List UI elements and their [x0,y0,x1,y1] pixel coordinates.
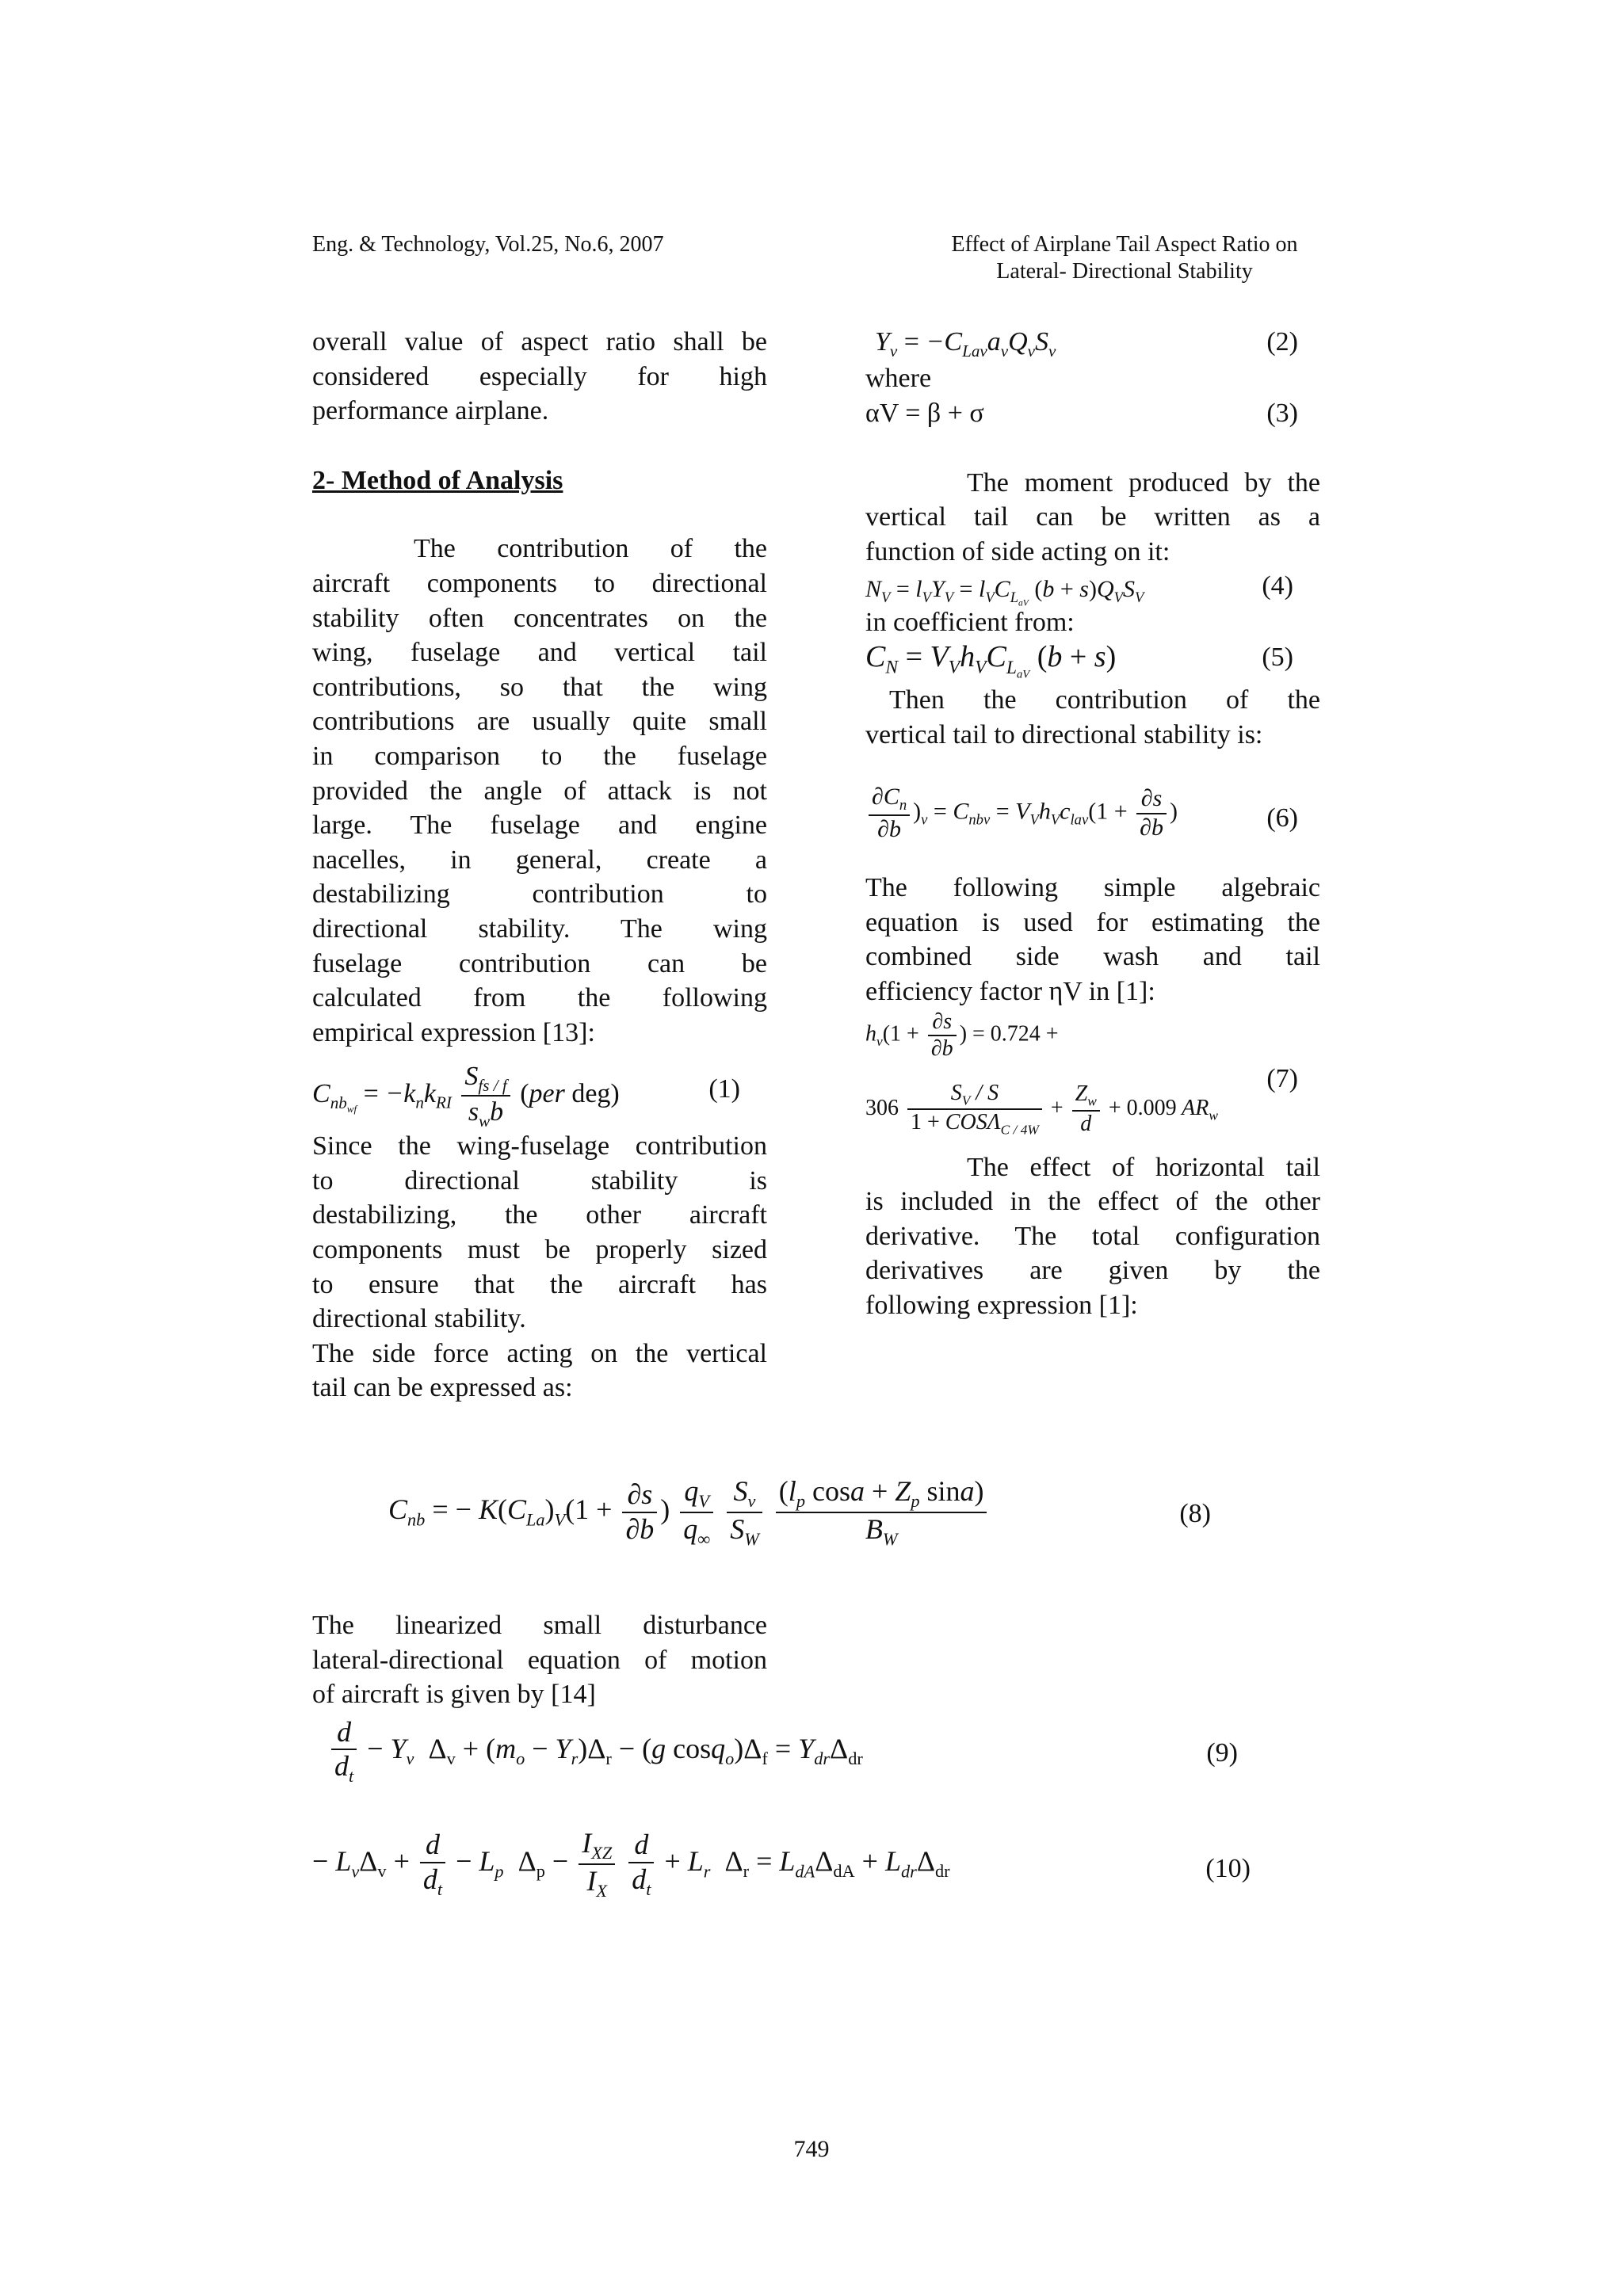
text-line: to directional stability is [312,1165,767,1196]
text-line: provided the angle of attack is not [312,776,767,806]
equation-6-number: (6) [1266,803,1298,833]
equation-9-body: $\frac{d}{d_t}$ − $Y_v$ $\Delta_v + (m_o - Y_r)\Delta_r - (g$ $\cos q_o)\Delta_f = Y_{dr}\Delta_{dr}$ [328,1716,863,1787]
sidewash-paragraph [865,871,1320,1009]
text-line: The moment produced by the [967,467,1320,498]
equation-9-fraction-derivative: $\frac{d}{d_t}$ [331,1716,357,1787]
text-line: vertical tail can be written as a [865,502,1320,532]
text-line: vertical tail to directional stability is: [865,719,1263,749]
text-line: performance airplane. [312,396,549,426]
equation-7-number: (7) [1266,1063,1298,1093]
text-line: Then the contribution of the [889,685,1320,715]
stability-paragraph [312,1129,767,1405]
equation-5 [865,640,1320,683]
equation-4 [865,569,1320,609]
equation-7-fraction-sidewash: $\frac{\partial s}{\partial b}$ [928,1009,957,1062]
equation-3 [865,396,1320,433]
text-line: directional stability. [312,1304,526,1334]
equation-8-number: (8) [1179,1499,1211,1528]
text-line: lateral-directional equation of motion [312,1645,767,1675]
text-line: derivative. The total configuration [865,1221,1320,1251]
left-column [312,325,767,1405]
equation-8-fraction-pressure: $\frac{q_V}{q_\infty}$ [680,1475,713,1550]
text-line: equation is used for estimating the [865,907,1320,937]
equation-8 [312,1475,1322,1570]
equation-2 [875,325,1320,361]
text-line: considered especially for high [312,361,767,391]
contribution-paragraph [865,683,1320,752]
running-header-title-line1: Effect of Airplane Tail Aspect Ratio on [951,232,1298,257]
equation-6-fraction-left: $\frac{\partial C_n}{\partial b}$ [869,784,910,843]
text-line: contributions are usually quite small [312,707,767,737]
equation-7-line1: $h_v(1$ + $\frac{\partial s}{\partial b}$ ) = 0.724 + [865,1009,1059,1061]
running-header-title [927,231,1322,285]
text-line: Since the wing-fuselage contribution [312,1131,767,1161]
text-line: derivatives are given by the [865,1256,1320,1286]
equation-4-body: $N_V = l_VY_V = l_VC_{L_{aV}}$ $(b + s)Q_VS_V$ [865,576,1144,609]
equation-7 [865,1009,1320,1146]
equation-1-fraction: $\frac{S_{fs / f}}{s_wb}$ [461,1061,510,1131]
text-line: function of side acting on it: [865,536,1170,566]
method-paragraph [312,532,767,1050]
text-line: The effect of horizontal tail [967,1152,1320,1182]
text-line: The linearized small disturbance [312,1611,767,1640]
text-line: directional stability. The wing [312,913,767,944]
text-line: to ensure that the aircraft has [312,1269,767,1299]
equation-10-body: − $L_v\Delta_v$ + $\frac{d}{d_t}$ − $L_p$ $\Delta_p$ − $\frac{I_{XZ}}{I_X}$ $\frac{d}{d_t}$ + $L_r$ $\Delta_r = L_{dA}\Delta_{dA} + L_{dr}\Delta_{dr}$ [312,1827,950,1901]
equation-2-body: $Y_v = -C_{Lav}a_vQ_vS_v$ [875,327,1056,360]
text-line: large. The fuselage and engine [312,810,767,841]
equation-7-line2: 306 $\frac{S_V / S}{1 + COS\Lambda_{C / 4W}}$ + $\frac{Z_w}{d}$ + 0.009 $AR_w$ [865,1080,1218,1138]
text-line: destabilizing contribution to [312,879,767,910]
equation-10-fraction-derivative-1: $\frac{d}{d_t}$ [420,1829,445,1899]
text-line: destabilizing, the other aircraft [312,1200,767,1230]
text-line: The following simple algebraic [865,873,1320,903]
page-number: 749 [793,2136,830,2162]
text-line: is included in the effect of the other [865,1187,1320,1217]
text-line: following expression [1]: [865,1290,1138,1320]
equation-10-number: (10) [1205,1854,1251,1883]
equation-10 [312,1827,1322,1922]
text-line: calculated from the following [312,983,767,1013]
equation-2-number: (2) [1266,327,1298,357]
equation-6 [865,768,1320,871]
linearized-paragraph [312,1608,767,1712]
equation-5-number: (5) [1262,642,1293,672]
equation-4-number: (4) [1262,571,1293,601]
intro-paragraph [312,325,767,429]
running-header-journal: Eng. & Technology, Vol.25, No.6, 2007 [312,232,664,257]
equation-3-body: αV = β + σ [865,398,984,428]
text-line: The side force acting on the vertical [312,1338,767,1368]
equation-10-fraction-inertia: $\frac{I_{XZ}}{I_X}$ [579,1827,615,1901]
text-line: overall value of aspect ratio shall be [312,327,767,357]
running-header-title-line2: Lateral- Directional Stability [996,259,1253,284]
section-heading: 2- Method of Analysis [312,465,563,495]
text-line: fuselage contribution can be [312,948,767,978]
equation-7-fraction-height: $\frac{Z_w}{d}$ [1072,1081,1100,1137]
text-line: The contribution of the [414,534,767,564]
equation-1-body: $C_{nb_{wf}} = -k_nk_{RI}$ $\frac{S_{fs / f}}{s_wb}$ (per deg) [312,1062,620,1131]
text-line: of aircraft is given by [14] [312,1680,596,1710]
equation-10-fraction-derivative-2: $\frac{d}{d_t}$ [628,1829,654,1899]
coefficient-line: in coefficient from: [865,608,1075,638]
text-line: nacelles, in general, create a [312,845,767,875]
text-line: aircraft components to directional [312,568,767,598]
text-line: in comparison to the fuselage [312,741,767,771]
equation-6-body: $\frac{\partial C_n}{\partial b}$ )$_v = C_{nbv} = V_Vh_Vc_{lav}(1$ + $\frac{\partial s}{\partial b}$ ) [865,784,1178,843]
equation-8-fraction-sidewash: $\frac{\partial s}{\partial b}$ [622,1478,657,1546]
moment-paragraph [865,466,1320,570]
text-line: efficiency factor ηV in [1]: [865,976,1155,1006]
text-line: components must be properly sized [312,1235,767,1265]
text-line: wing, fuselage and vertical tail [312,638,767,668]
equation-9-number: (9) [1206,1738,1238,1768]
equation-1 [312,1050,767,1129]
equation-8-body: $C_{nb}$ = − $K(C_{La})_V(1$ + $\frac{\partial s}{\partial b}$ ) $\frac{q_V}{q_\infty}$ $\frac{S_v}{S_W}$ $\frac{(l_p \cos a + Z_p \sin a)}{B_W}$ [388,1475,990,1550]
text-line: contributions, so that the wing [312,672,767,702]
where-label: where [865,364,932,393]
text-line: tail can be expressed as: [312,1373,573,1403]
text-line: stability often concentrates on the [312,603,767,633]
equation-5-body: $C_N = V_Vh_VC_{L_{aV}}$ (b + s) [865,639,1117,681]
equation-7-fraction-area: $\frac{S_V / S}{1 + COS\Lambda_{C / 4W}}$ [907,1081,1042,1138]
equation-6-fraction-right: $\frac{\partial s}{\partial b}$ [1136,785,1167,841]
right-column [865,325,1320,1323]
equation-9 [312,1716,1322,1803]
text-line: empirical expression [13]: [312,1017,595,1047]
text-line: combined side wash and tail [865,942,1320,972]
equation-8-fraction-area: $\frac{S_v}{S_W}$ [727,1475,762,1550]
equation-8-fraction-arm: $\frac{(l_p \cos a + Z_p \sin a)}{B_W}$ [776,1475,987,1550]
equation-1-number: (1) [708,1074,740,1104]
equation-3-number: (3) [1266,398,1298,428]
horizontal-tail-paragraph [865,1150,1320,1323]
